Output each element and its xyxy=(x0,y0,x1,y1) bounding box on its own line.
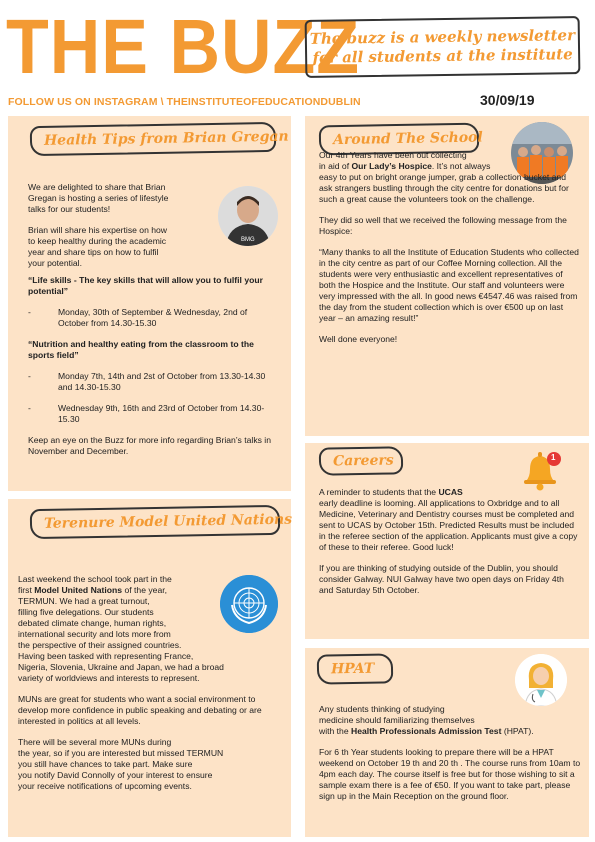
hpat-panel xyxy=(305,648,589,837)
around-the-school-body: Our 4th Years have been out collecting in aid of Our Lady’s Hospice. It’s not always easy to put on bright orange jumper, grab a collection bucket and ask strangers bustling through the city centre for donations but for such a great cause the volunteers took on the challenge. They did so well that we received the following message from the Hospice: “Many thanks to all the Institute of Education Students who collected in the city centre as part of our Coffee Morning collection. All the students were very enthusiastic and excellent representatives of both the Hospice and the Institute. Our staff and volunteers were very impressed with the all. In good news €4547.46 was raised from the day from the student collection which is over €500 up on last year – an amazing result!” Well done everyone! xyxy=(319,150,579,344)
bell-icon xyxy=(518,449,564,491)
doctor-avatar-icon xyxy=(515,654,567,706)
talk2-title: “Nutrition and healthy eating from the classroom to the sports field” xyxy=(28,339,254,360)
newsletter-title: THE BUZZ xyxy=(6,3,361,90)
health-tips-heading: Health Tips from Brian Gregan xyxy=(30,122,276,156)
hpat-body: Any students thinking of studying medicine should familiarizing themselves with the Health Professionals Admission Test (HPAT). For 6 th Year students looking to prepare there will be a HPAT weekend on October 19 th and 20 th . The course runs from 10am to 4pm each day. The course itself is free but for those wishing to sit a sample exam there is a fee of €50. If you want to take part, please sign up in the Main Reception on the ground floor. xyxy=(319,704,581,801)
tagline: The buzz is a weekly newsletter for all students at the institute xyxy=(309,26,576,67)
talk1-title: “Life skills - The key skills that will allow you to fulfil your potential” xyxy=(28,275,263,296)
notification-badge: 1 xyxy=(551,453,556,462)
talk1-dates-item: - Monday, 30th of September & Wednesday, 2nd of October from 14.30-15.30 xyxy=(28,307,248,328)
mun-heading: Terenure Model United Nations xyxy=(30,505,280,539)
around-the-school-heading: Around The School xyxy=(319,123,479,156)
health-tips-body: We are delighted to share that Brian Gregan is hosting a series of lifestyle talks for our students! Brian will share his expertise on how to keep healthy during the academic year and share tips on how to fulfil your potential. “Life skills - The key skills that will allow you to fulfil your potential” - Monday, 30th of September & Wednesday, 2nd of October from 14.30-15.30 “Nutrition and healthy eating from the classroom to the sports field” - Monday 7th, 14th and 2st of October from 13.30-14.30 and 14.30-15.30 - Wednesday 9th, 16th and 23rd of October from 14.30-15.30 Keep an eye on the Buzz for more info regarding Brian’s talks in November and December. xyxy=(28,182,278,467)
tagline-box xyxy=(305,16,581,78)
careers-heading: Careers xyxy=(319,446,403,475)
mun-body: Last weekend the school took part in the first Model United Nations of the year, TERMUN. We had a great turnout, filling five delegations. Our students debated climate change, human rights, international security and lots more from the perspective of their assigned countries. Having been tasked with representing France, Nigeria, Slovenia, Ukraine and Japan, we had a broad variety of worldviews and interests to represent. MUNs are great for students who want a social environment to develop more confidence in public speaking and debating or are interested in politics at all levels. There will be several more MUNs during the year, so if you are interested but missed TERMUN you still have chances to take part. Make sure you notify David Connolly of your interest to ensure your receive notifications of upcoming events. xyxy=(18,574,262,791)
careers-body: A reminder to students that the UCAS early deadline is looming. All applications to Oxbridge and to all Medicine, Veterinary and Dentistry courses must be completed and sent to UCAS by October 15th. Predicted Results must be included in the referee section of the application. Applicants must give a copy of these to their referee. Good luck! If you are thinking of studying outside of the Dublin, you should consider Galway. NUI Galway have two open days on Friday 4th and Saturday 5th October. xyxy=(319,487,578,595)
health-tips-panel xyxy=(8,116,291,491)
svg-text:BMG: BMG xyxy=(241,237,255,243)
around-the-school-panel xyxy=(305,116,589,436)
hpat-heading: HPAT xyxy=(317,653,394,684)
issue-date: 30/09/19 xyxy=(480,92,535,108)
careers-panel xyxy=(305,443,589,639)
talk2-dates-item-a: - Monday 7th, 14th and 2st of October from 13.30-14.30 and 14.30-15.30 xyxy=(28,371,266,392)
mun-panel xyxy=(8,499,291,837)
instagram-follow-line: FOLLOW US ON INSTAGRAM \ THEINSTITUTEOFEDUCATIONDUBLIN xyxy=(8,96,361,108)
talk2-dates-item-b: - Wednesday 9th, 16th and 23rd of October from 14.30-15.30 xyxy=(28,403,265,424)
